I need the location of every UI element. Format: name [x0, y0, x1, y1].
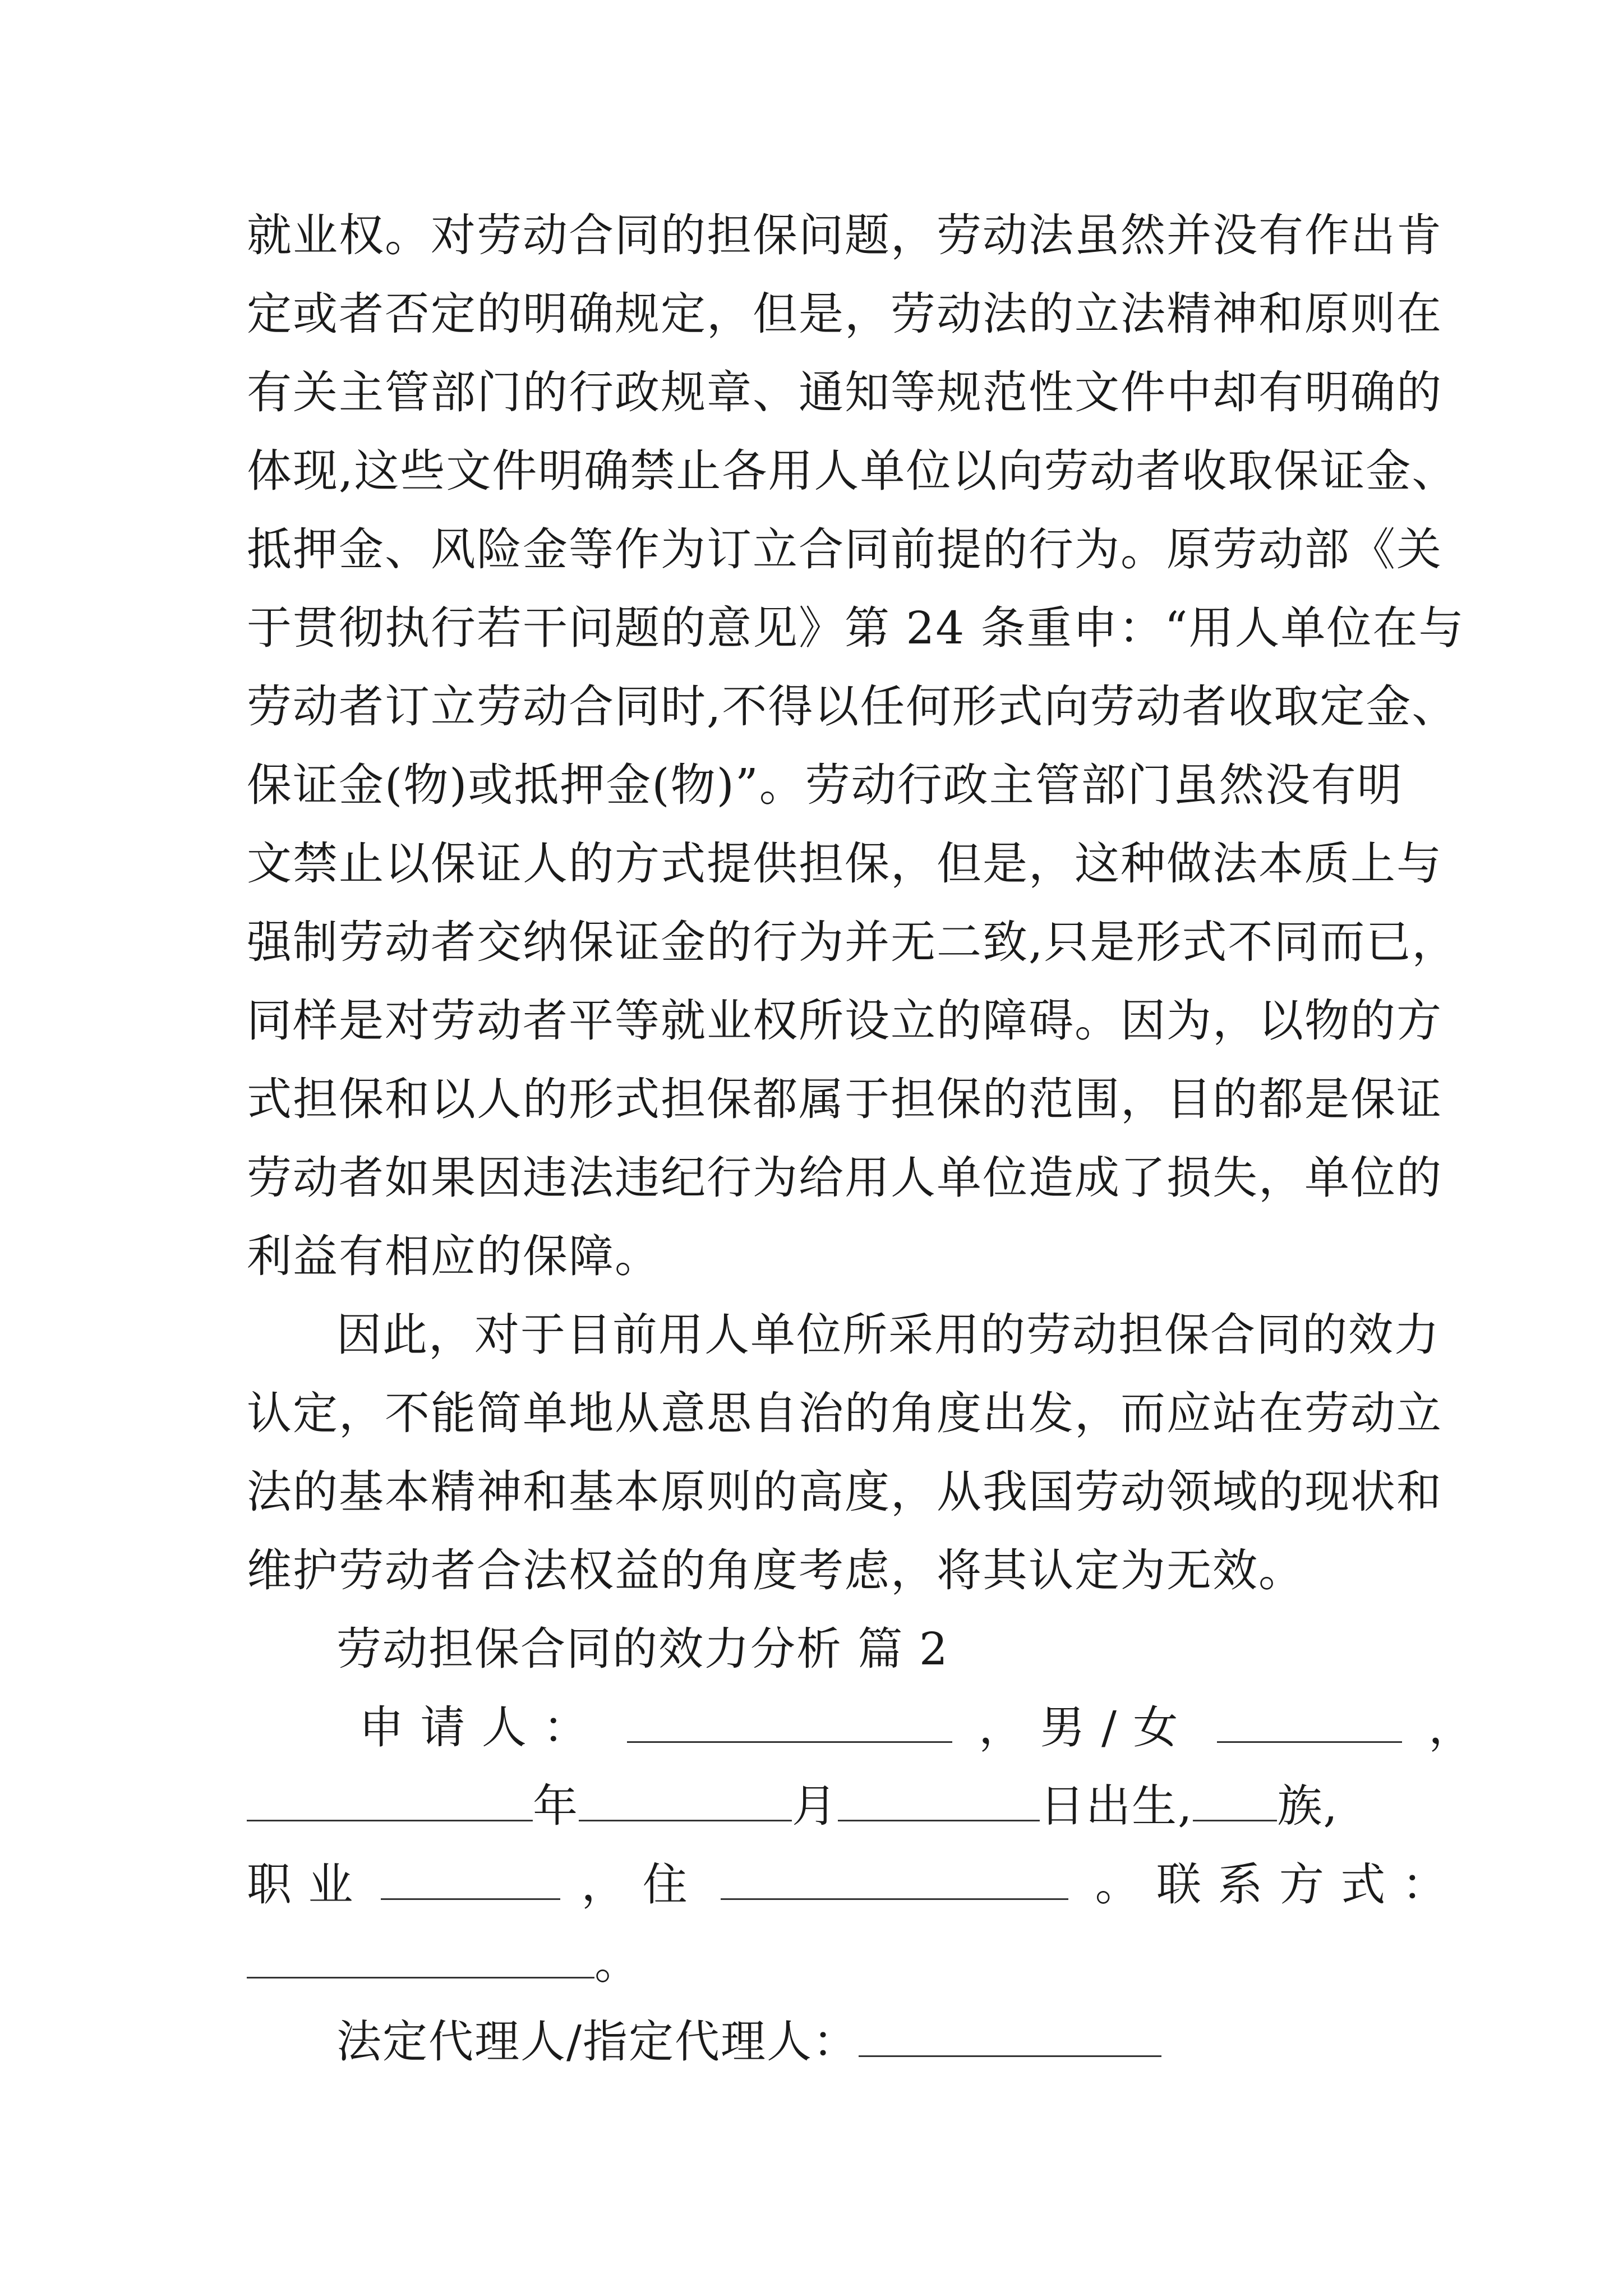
form-occupation-row [247, 1846, 1448, 1924]
occupation-blank[interactable] [381, 1859, 560, 1900]
paragraph-line: 保证金(物)或抵押金(物)”。劳动行政主管部门虽然没有明 [247, 759, 1403, 811]
residence-blank[interactable] [721, 1859, 1068, 1900]
section-heading: 劳动担保合同的效力分析 篇 2 [336, 1623, 949, 1675]
paragraph-line: 定或者否定的明确规定，但是，劳动法的立法精神和原则在 [247, 288, 1442, 340]
gender-end: ， [1428, 1701, 1475, 1754]
paragraph-line: 因此，对于目前用人单位所采用的劳动担保合同的效力 [336, 1309, 1440, 1361]
paragraph-line: 同样是对劳动者平等就业权所设立的障碍。因为，以物的方 [247, 995, 1442, 1047]
form-applicant-row [359, 1688, 1475, 1767]
agent-blank[interactable] [859, 2016, 1161, 2057]
form-contact-row [247, 1924, 1385, 2003]
residence-label: ， 住 [581, 1858, 689, 1911]
paragraph-line: 利益有相应的保障。 [247, 1230, 661, 1282]
birth-label: 日出生, [1040, 1780, 1193, 1832]
contact-blank[interactable] [247, 1938, 594, 1978]
paragraph-line: 强制劳动者交纳保证金的行为并无二致,只是形式不同而已， [247, 916, 1458, 968]
paragraph-line: 认定，不能简单地从意思自治的角度出发，而应站在劳动立 [247, 1387, 1442, 1439]
ethnic-label: 族, [1277, 1780, 1339, 1832]
paragraph-line: 法的基本精神和基本原则的高度，从我国劳动领域的现状和 [247, 1466, 1442, 1518]
ethnic-blank[interactable] [1193, 1780, 1277, 1821]
paragraph-line: 抵押金、风险金等作为订立合同前提的行为。原劳动部《关 [247, 523, 1442, 576]
form-birth-row [247, 1767, 1385, 1846]
applicant-name-blank[interactable] [627, 1702, 952, 1743]
paragraph-line: 劳动者订立劳动合同时,不得以任何形式向劳动者收取定金、 [247, 680, 1458, 733]
birth-month-blank[interactable] [579, 1780, 792, 1821]
paragraph-line: 就业权。对劳动合同的担保问题，劳动法虽然并没有作出肯 [247, 209, 1442, 261]
gender-blank[interactable] [1217, 1702, 1402, 1743]
year-label: 年 [533, 1780, 579, 1832]
occupation-label: 职 业 [247, 1858, 354, 1911]
contact-label: 。 联 系 方 式 ： [1095, 1858, 1448, 1911]
agent-label: 法定代理人/指定代理人： [336, 2016, 859, 2068]
period: 。 [594, 1937, 640, 1989]
paragraph-line: 体现,这些文件明确禁止各用人单位以向劳动者收取保证金、 [247, 445, 1458, 497]
applicant-label: 申 请 人 ： [359, 1701, 589, 1754]
month-label: 月 [792, 1780, 838, 1832]
birth-day-blank[interactable] [838, 1780, 1040, 1821]
gender-label: ， 男 / 女 [979, 1701, 1179, 1754]
birth-year-blank[interactable] [247, 1780, 533, 1821]
paragraph-line: 劳动者如果因违法违纪行为给用人单位造成了损失，单位的 [247, 1152, 1442, 1204]
form-agent-row [336, 2003, 1475, 2081]
paragraph-line: 于贯彻执行若干问题的意见》第 24 条重申：“用人单位在与 [247, 602, 1465, 654]
paragraph-line: 维护劳动者合法权益的角度考虑，将其认定为无效。 [247, 1544, 1304, 1596]
paragraph-line: 有关主管部门的行政规章、通知等规范性文件中却有明确的 [247, 366, 1442, 418]
paragraph-line: 式担保和以人的形式担保都属于担保的范围，目的都是保证 [247, 1073, 1442, 1125]
paragraph-line: 文禁止以保证人的方式提供担保，但是，这种做法本质上与 [247, 838, 1442, 890]
